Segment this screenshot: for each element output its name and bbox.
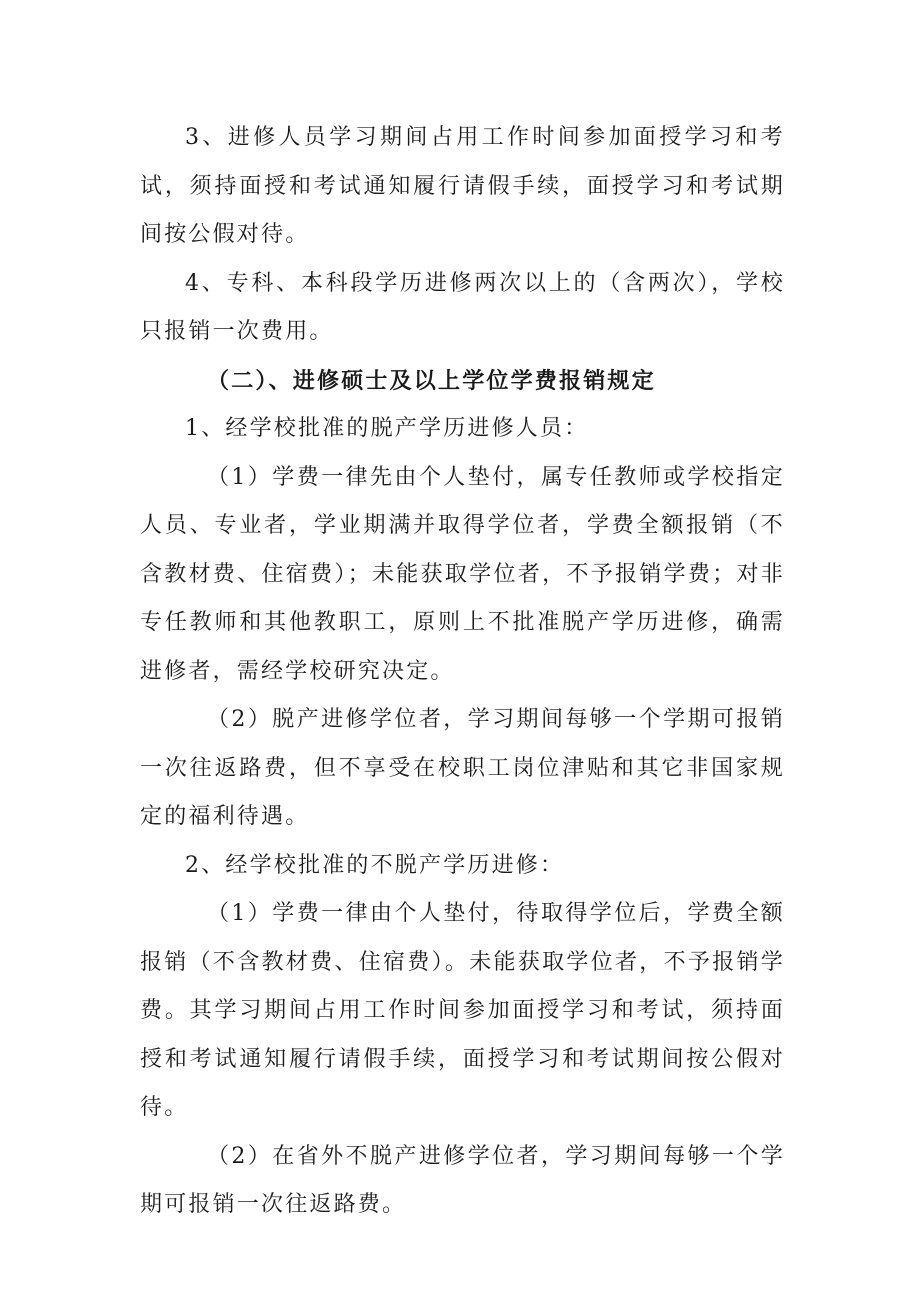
- paragraph-sec2-item-2-2: （2）在省外不脱产进修学位者，学习期间每够一个学期可报销一次往返路费。: [140, 1143, 785, 1217]
- paragraph-item-3: 3、进修人员学习期间占用工作时间参加面授学习和考试，须持面授和考试通知履行请假手续，面授学习和考试期间按公假对待。: [140, 125, 785, 247]
- paragraph-sec2-item-1: 1、经学校批准的脱产学历进修人员：: [185, 416, 589, 441]
- paragraph-sec2-item-1-2: （2）脱产进修学位者，学习期间每够一个学期可报销一次往返路费，但不享受在校职工岗位津贴和其它非国家规定的福利待遇。: [140, 707, 785, 829]
- paragraph-item-4: 4、专科、本科段学历进修两次以上的（含两次），学校只报销一次费用。: [140, 270, 785, 344]
- section-heading: （二）、进修硕士及以上学位学费报销规定: [207, 367, 656, 394]
- paragraph-sec2-item-1-1: （1）学费一律先由个人垫付，属专任教师或学校指定人员、专业者，学业期满并取得学位者，学费全额报销（不含教材费、住宿费）；未能获取学位者，不予报销学费；对非专任教师和其他教职工，原则上不批准脱产学历进修，确需进修者，需经学校研究决定。: [140, 464, 785, 684]
- paragraph-sec2-item-2: 2、经学校批准的不脱产学历进修：: [185, 852, 565, 878]
- paragraph-sec2-item-2-1: （1）学费一律由个人垫付，待取得学位后，学费全额报销（不含教材费、住宿费）。未能获取学位者，不予报销学费。其学习期间占用工作时间参加面授学习和考试，须持面授和考试通知履行请假手续，面授学习和考试期间按公假对待。: [140, 901, 785, 1120]
